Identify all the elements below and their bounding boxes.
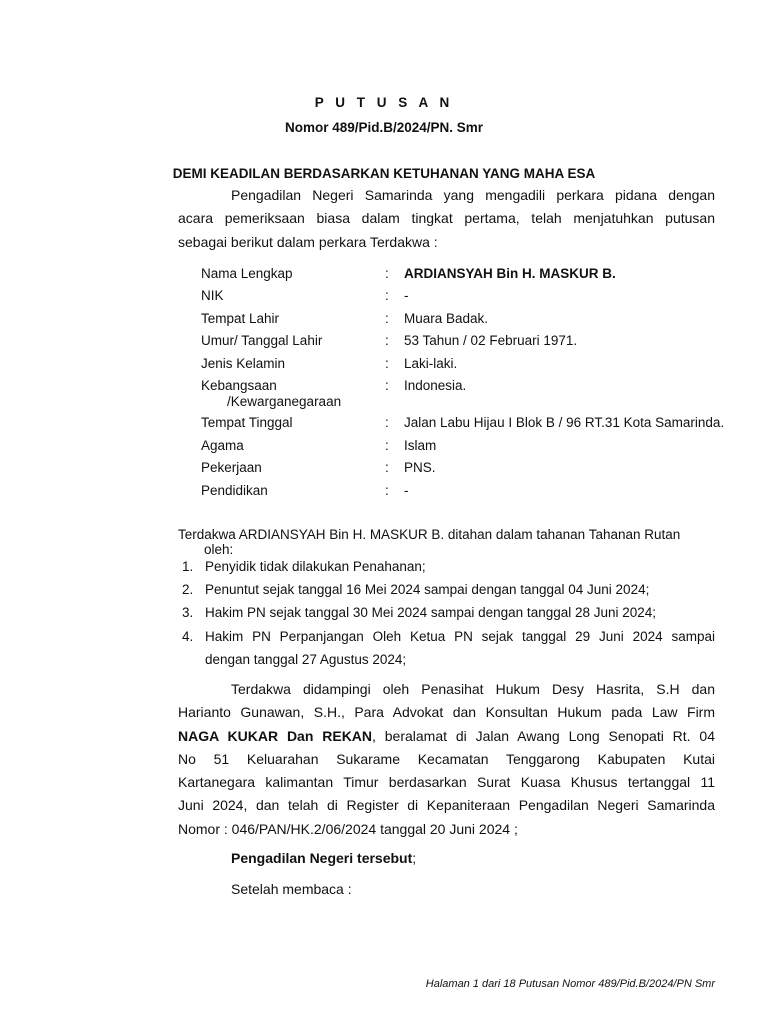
- identity-value: 53 Tahun / 02 Februari 1971.: [404, 333, 578, 348]
- identity-value: Indonesia.: [404, 378, 467, 393]
- list-number: 3.: [182, 605, 194, 620]
- identity-label: Pekerjaan: [201, 460, 262, 475]
- list-number: 2.: [182, 582, 194, 597]
- list-text: dengan tanggal 27 Agustus 2024;: [205, 652, 407, 667]
- list-text: Penuntut sejak tanggal 16 Mei 2024 sampai dengan tanggal 04 Juni 2024;: [205, 582, 650, 597]
- court-statement: [231, 850, 416, 866]
- counsel-line: [178, 725, 715, 748]
- identity-colon: :: [385, 266, 389, 281]
- identity-label: Agama: [201, 438, 244, 453]
- counsel-line-rest: , beralamat di Jalan Awang Long Senopati Rt. 04: [372, 727, 715, 744]
- identity-value: PNS.: [404, 460, 436, 475]
- law-firm-name: NAGA KUKAR Dan REKAN: [178, 727, 373, 744]
- identity-colon: :: [385, 311, 389, 326]
- identity-colon: :: [385, 288, 389, 303]
- identity-label: Tempat Lahir: [201, 311, 280, 326]
- intro-line: acara pemeriksaan biasa dalam tingkat pertama, telah menjatuhkan putusan: [178, 210, 715, 227]
- court-statement-bold: Pengadilan Negeri tersebut: [231, 850, 413, 866]
- identity-colon: :: [385, 378, 389, 393]
- identity-value: Muara Badak.: [404, 311, 489, 326]
- intro-line: sebagai berikut dalam perkara Terdakwa :: [178, 233, 438, 250]
- identity-colon: :: [385, 483, 389, 498]
- list-text: Hakim PN Perpanjangan Oleh Ketua PN sejak tanggal 29 Juni 2024 sampai: [205, 629, 715, 644]
- document-title: P U T U S A N: [314, 95, 454, 110]
- identity-value: Jalan Labu Hijau I Blok B / 96 RT.31 Kota Samarinda.: [404, 415, 725, 430]
- identity-colon: :: [385, 356, 389, 371]
- intro-line: Pengadilan Negeri Samarinda yang mengadili perkara pidana dengan: [231, 187, 715, 203]
- intro-paragraph: [178, 184, 715, 254]
- page-footer: Halaman 1 dari 18 Putusan Nomor 489/Pid.B/2024/PN Smr: [425, 978, 715, 990]
- counsel-line: No 51 Keluarahan Sukarame Kecamatan Tenggarong Kabupaten Kutai: [178, 750, 715, 767]
- identity-label: Kebangsaan: [201, 378, 277, 393]
- list-text: Hakim PN sejak tanggal 30 Mei 2024 sampai dengan tanggal 28 Juni 2024;: [205, 605, 657, 620]
- reading-statement: Setelah membaca :: [231, 881, 352, 897]
- identity-label: /Kewarganegaraan: [227, 394, 342, 409]
- list-number: 4.: [182, 629, 194, 644]
- identity-label: Jenis Kelamin: [201, 356, 286, 371]
- counsel-line: Nomor : 046/PAN/HK.2/06/2024 tanggal 20 Juni 2024 ;: [178, 820, 518, 837]
- identity-value: -: [404, 288, 409, 303]
- counsel-line: Terdakwa didampingi oleh Penasihat Hukum Desy Hasrita, S.H dan: [231, 681, 715, 697]
- identity-value: Islam: [404, 438, 437, 453]
- detention-intro: Terdakwa ARDIANSYAH Bin H. MASKUR B. ditahan dalam tahanan Tahanan Rutan: [178, 527, 681, 542]
- identity-label: NIK: [201, 288, 224, 303]
- document-subtitle: DEMI KEADILAN BERDASARKAN KETUHANAN YANG MAHA ESA: [172, 166, 596, 181]
- detention-intro-continuation: oleh:: [204, 542, 234, 557]
- identity-colon: :: [385, 438, 389, 453]
- list-number: 1.: [182, 559, 194, 574]
- identity-colon: :: [385, 460, 389, 475]
- identity-value: -: [404, 483, 409, 498]
- identity-label: Pendidikan: [201, 483, 268, 498]
- counsel-line: Kartanegara kalimantan Timur berdasarkan Surat Kuasa Khusus tertanggal 11: [178, 774, 715, 791]
- counsel-line: Juni 2024, dan telah di Register di Kepaniteraan Pengadilan Negeri Samarinda: [178, 797, 715, 814]
- counsel-line: Harianto Gunawan, S.H., Para Advokat dan Konsultan Hukum pada Law Firm: [178, 704, 715, 721]
- identity-label: Tempat Tinggal: [201, 415, 293, 430]
- identity-value: Laki-laki.: [404, 356, 458, 371]
- case-number: Nomor 489/Pid.B/2024/PN. Smr: [284, 120, 484, 135]
- court-statement-rest: ;: [412, 850, 417, 866]
- identity-label: Nama Lengkap: [201, 266, 293, 281]
- list-text: Penyidik tidak dilakukan Penahanan;: [205, 559, 426, 574]
- identity-value: ARDIANSYAH Bin H. MASKUR B.: [404, 266, 616, 281]
- identity-colon: :: [385, 415, 389, 430]
- counsel-paragraph: [178, 678, 715, 841]
- identity-colon: :: [385, 333, 389, 348]
- identity-label: Umur/ Tanggal Lahir: [201, 333, 323, 348]
